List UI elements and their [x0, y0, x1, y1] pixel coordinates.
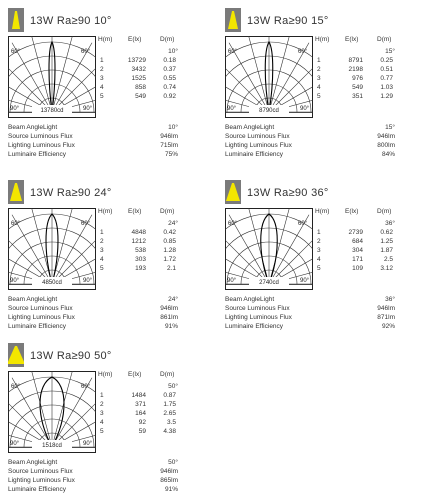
- diameter-cell: 0.62: [380, 229, 393, 236]
- angle-label-right: 90°: [83, 441, 93, 447]
- table-row: [315, 238, 395, 246]
- angle-label-right: 90°: [83, 106, 93, 112]
- angle-label-upper-left: 60°: [11, 221, 21, 227]
- diameter-cell: 1.72: [163, 256, 176, 263]
- angle-label-upper-left: 60°: [228, 49, 238, 55]
- illuminance-cell: 8791: [348, 57, 363, 64]
- spec-row: [8, 151, 178, 160]
- table-row: [98, 84, 178, 92]
- beam-angle-icon: [225, 180, 241, 204]
- spec-label: Source Luminous Flux: [8, 468, 73, 475]
- spec-value: 871lm: [377, 314, 395, 321]
- spec-label: Luminaire Efficiency: [8, 151, 67, 158]
- column-header-diameter: D(m): [160, 208, 175, 215]
- spec-value: 861lm: [160, 314, 178, 321]
- column-header-height: H(m): [98, 208, 113, 215]
- spec-label: Lighting Luminous Flux: [8, 477, 75, 484]
- spec-value: 75%: [164, 151, 178, 158]
- spec-row: [225, 296, 395, 305]
- table-row: [315, 84, 395, 92]
- angle-label-upper-left: 60°: [11, 384, 21, 390]
- polar-distribution-diagram: [8, 371, 96, 453]
- height-cell: 2: [100, 66, 104, 73]
- angle-label-upper-right: 60°: [81, 49, 91, 55]
- spec-row: [225, 151, 395, 160]
- table-row: [315, 57, 395, 65]
- angle-label-right: 90°: [300, 278, 310, 284]
- spec-label: Beam AngleLight: [8, 124, 58, 131]
- panel-heading: 13W Ra≥90 24°: [30, 187, 112, 199]
- angle-label-left: 90°: [227, 278, 237, 284]
- illuminance-cell: 351: [352, 93, 363, 100]
- angle-label-left: 90°: [10, 106, 20, 112]
- spec-label: Luminaire Efficiency: [225, 323, 284, 330]
- diameter-cell: 3.12: [380, 265, 393, 272]
- beam-angle-icon: [225, 8, 241, 32]
- diameter-cell: 4.38: [163, 428, 176, 435]
- beam-angle-value: 15°: [385, 48, 395, 55]
- height-cell: 4: [100, 84, 104, 91]
- spec-label: Source Luminous Flux: [8, 305, 73, 312]
- panel-heading: 13W Ra≥90 10°: [30, 15, 112, 27]
- peak-intensity-label: 1518cd: [42, 443, 62, 449]
- diameter-cell: 1.29: [380, 93, 393, 100]
- illuminance-cell: 304: [352, 247, 363, 254]
- beam-angle-value: 36°: [385, 220, 395, 227]
- beam-angle-icon: [8, 343, 24, 367]
- illuminance-cell: 538: [135, 247, 146, 254]
- column-header-diameter: D(m): [160, 36, 175, 43]
- illuminance-cell: 193: [135, 265, 146, 272]
- spec-label: Lighting Luminous Flux: [8, 142, 75, 149]
- table-row: [98, 410, 178, 418]
- table-row: [315, 256, 395, 264]
- spec-value: 91%: [164, 486, 178, 493]
- illuminance-cell: 13729: [127, 57, 146, 64]
- illuminance-cell: 2739: [348, 229, 363, 236]
- diameter-cell: 2.65: [163, 410, 176, 417]
- column-header-illuminance: E(lx): [128, 36, 142, 43]
- height-cell: 2: [317, 238, 321, 245]
- photometric-panel-50deg: [8, 343, 208, 503]
- spec-value: 91%: [164, 323, 178, 330]
- spec-row: [8, 323, 178, 332]
- illuminance-cell: 1212: [131, 238, 146, 245]
- diameter-cell: 0.85: [163, 238, 176, 245]
- diameter-cell: 0.92: [163, 93, 176, 100]
- table-row: [98, 66, 178, 74]
- height-cell: 2: [100, 238, 104, 245]
- spec-row: [8, 142, 178, 151]
- spec-label: Lighting Luminous Flux: [225, 142, 292, 149]
- spec-label: Luminaire Efficiency: [8, 486, 67, 493]
- illuminance-cell: 164: [135, 410, 146, 417]
- height-cell: 2: [100, 401, 104, 408]
- beam-angle-value: 10°: [168, 48, 178, 55]
- table-row: [98, 265, 178, 273]
- illuminance-cell: 1484: [131, 392, 146, 399]
- panel-heading: 13W Ra≥90 15°: [247, 15, 329, 27]
- photometric-panel-24deg: [8, 180, 208, 340]
- height-cell: 5: [317, 93, 321, 100]
- column-header-illuminance: E(lx): [345, 36, 359, 43]
- spec-row: [8, 468, 178, 477]
- angle-label-upper-left: 60°: [11, 49, 21, 55]
- peak-intensity-label: 2740cd: [259, 280, 279, 286]
- angle-label-upper-right: 60°: [298, 49, 308, 55]
- angle-label-left: 90°: [10, 441, 20, 447]
- diameter-cell: 0.37: [163, 66, 176, 73]
- illuminance-cell: 109: [352, 265, 363, 272]
- peak-intensity-label: 13780cd: [40, 108, 64, 114]
- spec-value: 946lm: [160, 468, 178, 475]
- spec-label: Beam AngleLight: [8, 296, 58, 303]
- column-header-illuminance: E(lx): [345, 208, 359, 215]
- column-header-diameter: D(m): [377, 208, 392, 215]
- diameter-cell: 2.1: [166, 265, 176, 272]
- height-cell: 5: [317, 265, 321, 272]
- column-header-diameter: D(m): [377, 36, 392, 43]
- height-cell: 3: [317, 247, 321, 254]
- angle-label-left: 90°: [227, 106, 237, 112]
- table-row: [98, 392, 178, 400]
- polar-distribution-diagram: [8, 36, 96, 118]
- diameter-cell: 0.74: [163, 84, 176, 91]
- column-header-diameter: D(m): [160, 371, 175, 378]
- table-row: [315, 66, 395, 74]
- illuminance-cell: 3432: [131, 66, 146, 73]
- height-cell: 5: [100, 428, 104, 435]
- spec-value: 10°: [168, 124, 178, 131]
- diameter-cell: 0.25: [380, 57, 393, 64]
- table-row: [98, 238, 178, 246]
- spec-label: Luminaire Efficiency: [8, 323, 67, 330]
- height-cell: 1: [100, 229, 104, 236]
- photometric-panel-15deg: [225, 8, 425, 168]
- height-cell: 1: [317, 229, 321, 236]
- illuminance-cell: 2198: [348, 66, 363, 73]
- spec-row: [225, 124, 395, 133]
- illuminance-cell: 171: [352, 256, 363, 263]
- spec-value: 946lm: [377, 133, 395, 140]
- column-header-illuminance: E(lx): [128, 371, 142, 378]
- diameter-cell: 1.25: [380, 238, 393, 245]
- illuminance-cell: 59: [138, 428, 146, 435]
- panel-heading: 13W Ra≥90 50°: [30, 350, 112, 362]
- spec-row: [8, 296, 178, 305]
- illuminance-cell: 976: [352, 75, 363, 82]
- table-row: [98, 229, 178, 237]
- beam-angle-icon: [8, 180, 24, 204]
- spec-row: [8, 459, 178, 468]
- spec-value: 800lm: [377, 142, 395, 149]
- height-cell: 3: [100, 247, 104, 254]
- diameter-cell: 0.55: [163, 75, 176, 82]
- diameter-cell: 1.87: [380, 247, 393, 254]
- table-row: [98, 419, 178, 427]
- height-cell: 3: [317, 75, 321, 82]
- spec-label: Source Luminous Flux: [225, 133, 290, 140]
- diameter-cell: 1.03: [380, 84, 393, 91]
- spec-value: 92%: [381, 323, 395, 330]
- table-row: [98, 57, 178, 65]
- height-cell: 3: [100, 75, 104, 82]
- angle-label-upper-left: 60°: [228, 221, 238, 227]
- illuminance-cell: 684: [352, 238, 363, 245]
- angle-label-left: 90°: [10, 278, 20, 284]
- spec-label: Lighting Luminous Flux: [8, 314, 75, 321]
- spec-label: Luminaire Efficiency: [225, 151, 284, 158]
- angle-label-right: 90°: [83, 278, 93, 284]
- illuminance-cell: 92: [138, 419, 146, 426]
- height-cell: 4: [317, 256, 321, 263]
- spec-value: 36°: [385, 296, 395, 303]
- spec-row: [225, 314, 395, 323]
- spec-label: Beam AngleLight: [225, 124, 275, 131]
- spec-label: Source Luminous Flux: [8, 133, 73, 140]
- diameter-cell: 1.75: [163, 401, 176, 408]
- peak-intensity-label: 8790cd: [259, 108, 279, 114]
- column-header-height: H(m): [315, 36, 330, 43]
- spec-row: [225, 142, 395, 151]
- table-row: [98, 256, 178, 264]
- spec-value: 715lm: [160, 142, 178, 149]
- spec-row: [225, 323, 395, 332]
- illuminance-cell: 303: [135, 256, 146, 263]
- table-row: [98, 247, 178, 255]
- diameter-cell: 1.28: [163, 247, 176, 254]
- angle-label-right: 90°: [300, 106, 310, 112]
- photometric-panel-36deg: [225, 180, 425, 340]
- column-header-illuminance: E(lx): [128, 208, 142, 215]
- height-cell: 1: [100, 57, 104, 64]
- spec-value: 24°: [168, 296, 178, 303]
- table-row: [315, 247, 395, 255]
- spec-value: 84%: [381, 151, 395, 158]
- height-cell: 4: [100, 419, 104, 426]
- column-header-height: H(m): [315, 208, 330, 215]
- spec-row: [8, 486, 178, 495]
- table-row: [315, 265, 395, 273]
- polar-distribution-diagram: [8, 208, 96, 290]
- spec-row: [8, 477, 178, 486]
- diameter-cell: 0.77: [380, 75, 393, 82]
- illuminance-cell: 371: [135, 401, 146, 408]
- angle-label-upper-right: 60°: [81, 221, 91, 227]
- polar-distribution-diagram: [225, 36, 313, 118]
- height-cell: 1: [100, 392, 104, 399]
- polar-distribution-diagram: [225, 208, 313, 290]
- peak-intensity-label: 4850cd: [42, 280, 62, 286]
- spec-value: 865lm: [160, 477, 178, 484]
- diameter-cell: 0.42: [163, 229, 176, 236]
- spec-value: 946lm: [160, 305, 178, 312]
- height-cell: 5: [100, 93, 104, 100]
- angle-label-upper-right: 60°: [298, 221, 308, 227]
- table-row: [98, 93, 178, 101]
- spec-value: 15°: [385, 124, 395, 131]
- diameter-cell: 3.5: [166, 419, 176, 426]
- beam-angle-value: 24°: [168, 220, 178, 227]
- diameter-cell: 0.87: [163, 392, 176, 399]
- spec-row: [8, 133, 178, 142]
- angle-label-upper-right: 60°: [81, 384, 91, 390]
- height-cell: 1: [317, 57, 321, 64]
- spec-value: 946lm: [377, 305, 395, 312]
- height-cell: 5: [100, 265, 104, 272]
- spec-value: 946lm: [160, 133, 178, 140]
- table-row: [315, 229, 395, 237]
- illuminance-cell: 1525: [131, 75, 146, 82]
- illuminance-cell: 858: [135, 84, 146, 91]
- illuminance-cell: 4848: [131, 229, 146, 236]
- height-cell: 3: [100, 410, 104, 417]
- column-header-height: H(m): [98, 371, 113, 378]
- spec-row: [8, 124, 178, 133]
- height-cell: 2: [317, 66, 321, 73]
- spec-label: Beam AngleLight: [225, 296, 275, 303]
- spec-value: 50°: [168, 459, 178, 466]
- diameter-cell: 2.5: [383, 256, 393, 263]
- spec-row: [8, 314, 178, 323]
- column-header-height: H(m): [98, 36, 113, 43]
- spec-label: Lighting Luminous Flux: [225, 314, 292, 321]
- height-cell: 4: [317, 84, 321, 91]
- table-row: [315, 75, 395, 83]
- spec-row: [8, 305, 178, 314]
- beam-angle-value: 50°: [168, 383, 178, 390]
- spec-row: [225, 305, 395, 314]
- table-row: [98, 401, 178, 409]
- height-cell: 4: [100, 256, 104, 263]
- spec-row: [225, 133, 395, 142]
- spec-label: Source Luminous Flux: [225, 305, 290, 312]
- beam-angle-icon: [8, 8, 24, 32]
- diameter-cell: 0.51: [380, 66, 393, 73]
- panel-heading: 13W Ra≥90 36°: [247, 187, 329, 199]
- illuminance-cell: 549: [352, 84, 363, 91]
- table-row: [315, 93, 395, 101]
- photometric-panel-10deg: [8, 8, 208, 168]
- table-row: [98, 75, 178, 83]
- table-row: [98, 428, 178, 436]
- illuminance-cell: 549: [135, 93, 146, 100]
- spec-label: Beam AngleLight: [8, 459, 58, 466]
- diameter-cell: 0.18: [163, 57, 176, 64]
